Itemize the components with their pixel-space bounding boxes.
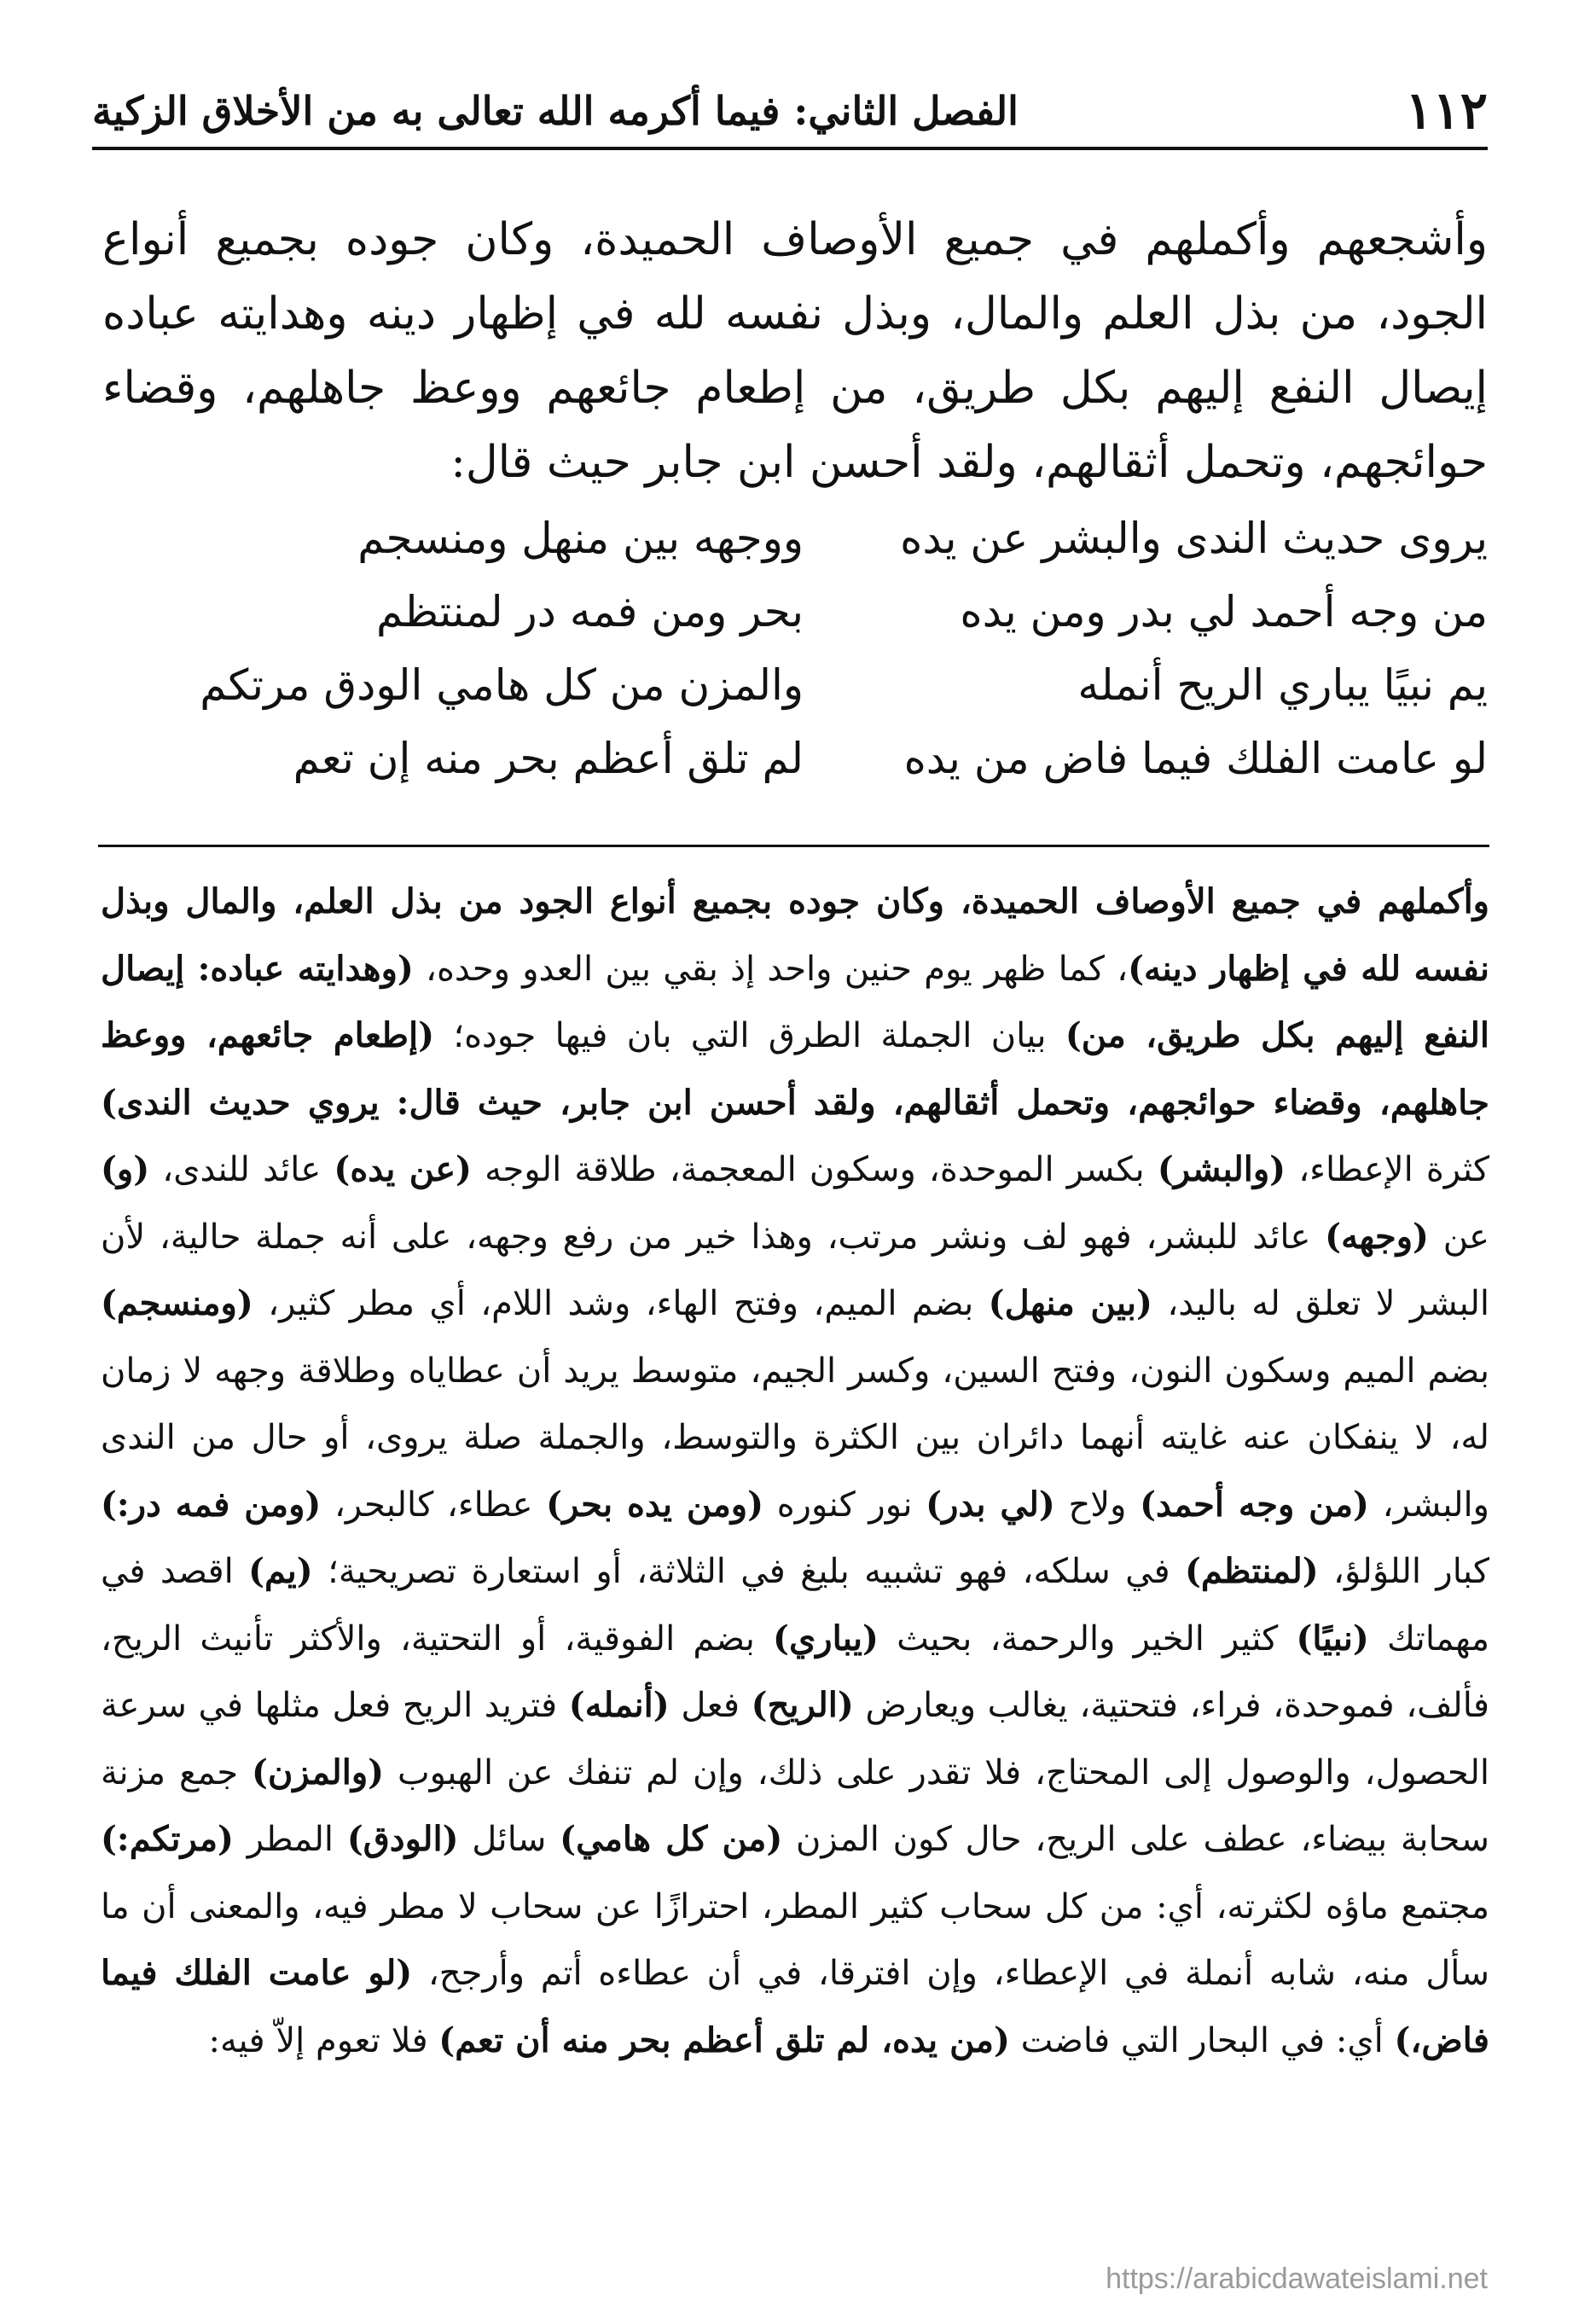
commentary-text: بضم الفوقية، أو التحتية، والأكثر تأنيث الريح، فألف، فموحدة، فراء، فتحتية، يغالب ويعارض <box>101 1618 1490 1725</box>
commentary-text: كثير الخير والرحمة، بحيث <box>878 1618 1297 1659</box>
commentary-text: فتريد الريح فعل مثلها في سرعة الحصول، والوصول إلى المحتاج، فلا تقدر على ذلك، وإن لم تنفك عن الهبوب <box>101 1686 1489 1792</box>
commentary-quoted-text: (أنمله) <box>568 1685 670 1725</box>
verse-first-hemistich: من وجه أحمد لي بدر ومن يده <box>960 587 1488 636</box>
running-title: الفصل الثاني: فيما أكرمه الله تعالى به من الأخلاق الزكية <box>92 88 1019 134</box>
verse-first-hemistich: يم نبيًا يباري الريح أنمله <box>1077 660 1488 710</box>
commentary-text: أي: في البحار التي فاضت <box>1009 2020 1395 2060</box>
commentary-text: بضم الميم، وفتح الهاء، وشد اللام، أي مطر كثير، <box>252 1284 989 1323</box>
commentary-quoted-text: (من وجه أحمد) <box>1140 1484 1369 1525</box>
commentary-quoted-text: (بين منهل) <box>988 1283 1152 1323</box>
commentary-text: جمع مزنة سحابة بيضاء، عطف على الريح، حال كون المزن <box>101 1752 1489 1859</box>
poem-verse <box>154 575 1488 648</box>
commentary-text: في سلكه، فهو تشبيه بليغ في الثلاثة، أو استعارة تصريحية؛ <box>312 1552 1185 1591</box>
commentary-text: فعل <box>669 1686 752 1725</box>
commentary-text: فلا تعوم إلاّ فيه: <box>208 2020 439 2060</box>
commentary-quoted-text: (لو عامت الفلك فيما فاض،) <box>101 1953 1489 2060</box>
poem-verse <box>154 648 1488 722</box>
commentary-quoted-text: (لي بدر) <box>926 1484 1055 1525</box>
commentary-quoted-text: (و) <box>101 1149 150 1189</box>
commentary-quoted-text: (مرتكم:) <box>101 1819 234 1859</box>
commentary-quoted-text: (وجهه) <box>1325 1216 1429 1257</box>
commentary-text: بيان الجملة الطرق التي بان فيها جوده؛ <box>434 1016 1065 1055</box>
page-number: ١١٢ <box>1405 81 1488 141</box>
commentary-text: عائد للبشر، فهو لف ونشر مرتب، وهذا خير من رفع وجهه، على أنه جملة حالية، لأن البشر لا تعلق له باليد، <box>101 1217 1489 1323</box>
commentary-quoted-text: (من كل هامي) <box>560 1819 783 1859</box>
commentary-text: سائل <box>458 1820 560 1859</box>
commentary <box>101 869 1489 2074</box>
commentary-quoted-text: (ومن يده بحر) <box>546 1484 764 1525</box>
commentary-text: بكسر الموحدة، وسكون المعجمة، طلاقة الوجه <box>471 1150 1158 1189</box>
commentary-quoted-text: (يباري) <box>773 1618 879 1659</box>
verse-second-hemistich: ووجهه بين منهل ومنسجم <box>357 514 804 563</box>
commentary-quoted-text: (من يده، لم تلق أعظم بحر منه أن تعم) <box>438 2019 1010 2060</box>
commentary-text: بضم الميم وسكون النون، وفتح السين، وكسر الجيم، متوسط يريد أن عطاياه وطلاقة وجهه لا زمان له، لا ينفكان عنه غايته أنهما دائران بين الكثرة والتوسط، والجملة صلة يروى، أو حال من الندى والبشر، <box>101 1351 1489 1525</box>
commentary-quoted-text: (ومنسجم) <box>101 1283 253 1323</box>
commentary-quoted-text: (والمزن) <box>252 1752 385 1792</box>
commentary-text: عن <box>1428 1217 1490 1257</box>
commentary-quoted-text: (عن يده) <box>334 1149 472 1189</box>
watermark-url: https://arabicdawateislami.net <box>1106 2263 1488 2295</box>
commentary-quoted-text: (وهدايته عباده: إيصال النفع إليهم بكل طريق، من) <box>101 948 1490 1055</box>
verse-second-hemistich: بحر ومن فمه در لمنتظم <box>376 587 804 636</box>
poem-verse <box>154 722 1488 795</box>
page-header <box>92 75 1488 150</box>
section-divider <box>98 845 1489 847</box>
commentary-text: نور كنوره <box>763 1484 926 1525</box>
verse-first-hemistich: يروى حديث الندى والبشر عن يده <box>900 514 1488 563</box>
commentary-quoted-text: (نبيًا) <box>1296 1618 1369 1659</box>
commentary-paragraph <box>101 869 1489 2074</box>
verse-first-hemistich: لو عامت الفلك فيما فاض من يده <box>903 734 1488 783</box>
poem-verse <box>154 502 1488 575</box>
commentary-quoted-text: (والبشر) <box>1157 1149 1286 1189</box>
intro-paragraph: وأشجعهم وأكملهم في جميع الأوصاف الحميدة، وكان جوده بجميع أنواع الجود، من بذل العلم والمال، وبذل نفسه لله في إظهار دينه وهدايته عباده إيصال النفع إليهم بكل طريق، من إطعام جائعهم ووعظ جاهلهم، وقضاء حوائجهم، وتحمل أثقالهم، ولقد أحسن ابن جابر حيث قال: <box>102 214 1488 488</box>
commentary-text: ، كما ظهر يوم حنين واحد إذ بقي بين العدو وحده، <box>413 949 1129 989</box>
commentary-text: عائد للندى، <box>149 1150 334 1189</box>
commentary-quoted-text: (لمنتظم) <box>1184 1551 1319 1591</box>
commentary-text: مجتمع ماؤه لكثرته، أي: من كل سحاب كثير المطر، احترازًا عن سحاب لا مطر فيه، والمعنى أن ما سأل منه، شابه أنملة في الإعطاء، وإن افترقا، في أن عطاءه أتم وأرجح، <box>101 1886 1489 1993</box>
commentary-text: ولاح <box>1054 1484 1141 1525</box>
verse-second-hemistich: لم تلق أعظم بحر منه إن تعم <box>293 734 804 783</box>
commentary-quoted-text: (الودق) <box>346 1819 459 1859</box>
commentary-quoted-text: وأكملهم في جميع الأوصاف الحميدة، وكان جوده بجميع أنواع الجود من بذل العلم، والمال وبذل نفسه لله في إظهار دينه) <box>101 881 1490 989</box>
commentary-quoted-text: (الريح) <box>751 1685 854 1725</box>
commentary-text: المطر <box>233 1820 347 1859</box>
commentary-quoted-text: (ومن فمه در:) <box>101 1484 322 1525</box>
commentary-text: كثرة الإعطاء، <box>1286 1150 1489 1189</box>
commentary-quoted-text: (يم) <box>248 1551 313 1591</box>
commentary-quoted-text: (إطعام جائعهم، ووعظ جاهلهم، وقضاء حوائجهم، وتحمل أثقالهم، ولقد أحسن ابن جابر، حيث قال: يروي حديث الندى) <box>101 1015 1489 1123</box>
commentary-text: عطاء، كالبحر، <box>321 1484 547 1525</box>
commentary-text: اقصد في مهماتك <box>101 1552 1489 1659</box>
verse-second-hemistich: والمزن من كل هامي الودق مرتكم <box>200 660 804 710</box>
poem <box>154 502 1488 795</box>
commentary-text: كبار اللؤلؤ، <box>1318 1552 1490 1591</box>
